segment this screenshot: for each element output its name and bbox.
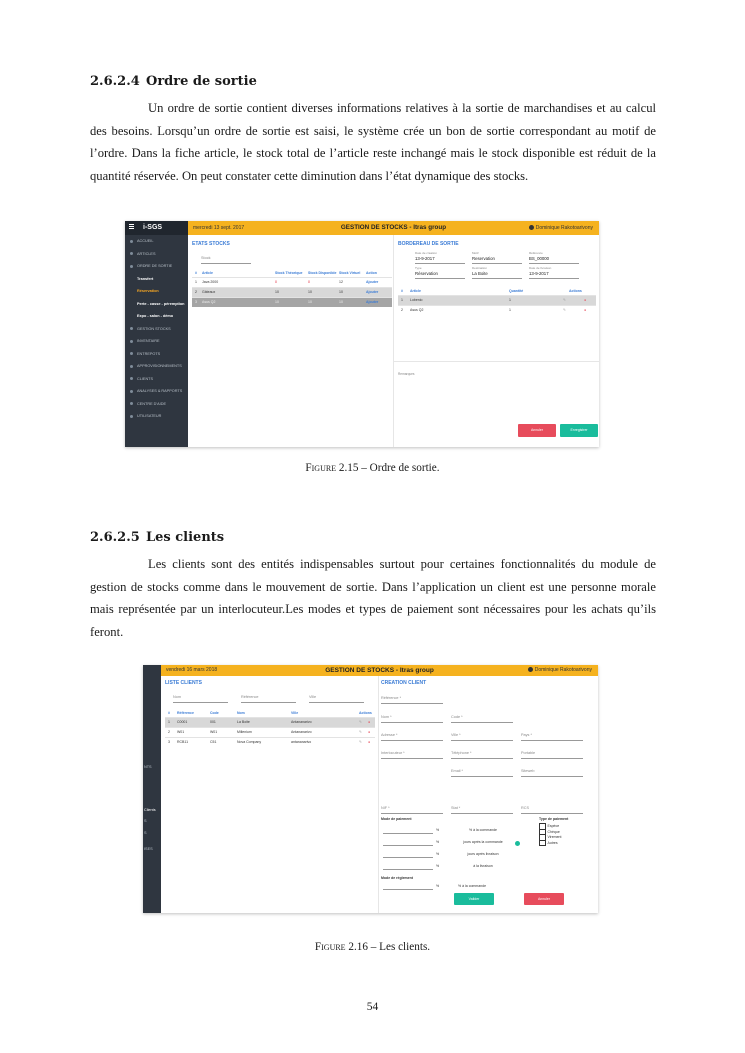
delete-icon[interactable]: ● bbox=[368, 740, 371, 744]
table-row[interactable] bbox=[165, 737, 375, 747]
column-header: Action bbox=[366, 271, 377, 275]
save-button[interactable]: Enregistrer bbox=[560, 424, 598, 437]
table-cell: 10 bbox=[308, 300, 312, 304]
field-label: Nom * bbox=[381, 715, 392, 719]
remarque-label: Remarques bbox=[398, 372, 415, 376]
sidebar-item-label: Expo - salon - démo bbox=[137, 314, 174, 318]
reglement-input[interactable] bbox=[383, 889, 433, 890]
clients-table bbox=[165, 709, 375, 747]
client-field[interactable] bbox=[381, 751, 443, 759]
column-header: # bbox=[195, 271, 197, 275]
client-field[interactable] bbox=[521, 806, 583, 814]
table-cell: 10 bbox=[339, 300, 343, 304]
payment-percent: % bbox=[436, 864, 440, 868]
table-cell: Nova Company bbox=[237, 740, 262, 744]
client-field[interactable] bbox=[451, 751, 513, 759]
table-header bbox=[192, 269, 392, 277]
sidebar-item-label: NTS bbox=[144, 765, 152, 769]
section-heading-ordre-de-sortie bbox=[90, 74, 257, 89]
table-cell: 8 bbox=[308, 280, 310, 284]
nav-bullet-icon bbox=[130, 352, 133, 355]
sidebar-item[interactable] bbox=[125, 273, 188, 286]
table-cell: 2 bbox=[168, 730, 170, 734]
filter-reference-input[interactable]: Référence bbox=[241, 695, 296, 703]
column-header: Référence bbox=[177, 711, 194, 715]
delete-icon[interactable]: ● bbox=[584, 298, 587, 302]
table-cell: RCB11 bbox=[177, 740, 189, 744]
column-header: Stock Théorique bbox=[275, 271, 303, 275]
user-menu[interactable]: Dominique Rakotoarivony bbox=[529, 221, 593, 235]
table-row[interactable] bbox=[165, 717, 375, 727]
field-label: Email * bbox=[451, 769, 464, 773]
table-cell: Antananarivo bbox=[291, 720, 312, 724]
sidebar-item[interactable] bbox=[125, 235, 188, 248]
edit-icon[interactable]: ✎ bbox=[359, 740, 362, 744]
sidebar bbox=[125, 221, 188, 447]
table-cell: antananarivo bbox=[291, 740, 312, 744]
column-header: Actions bbox=[359, 711, 372, 715]
field-label: Téléphone * bbox=[451, 751, 472, 755]
sidebar-item-label: Perte - casse - péremption bbox=[137, 301, 185, 306]
destination-field[interactable]: Destination La Boite bbox=[472, 271, 522, 279]
app-logo: i-SGS bbox=[125, 221, 188, 235]
table-cell: 2 bbox=[195, 290, 197, 294]
payment-row-label: % à la commande bbox=[468, 828, 497, 832]
sidebar-item[interactable] bbox=[125, 373, 188, 386]
motif-field[interactable]: Motif Reservation bbox=[472, 256, 522, 264]
reference-field[interactable]: Référence BS_00000 bbox=[529, 256, 579, 264]
delete-icon[interactable]: ● bbox=[368, 730, 371, 734]
nav-bullet-icon bbox=[130, 377, 133, 380]
table-cell: Gâteaux bbox=[202, 290, 216, 294]
client-field[interactable] bbox=[451, 806, 513, 814]
right-panel-title: BORDEREAU DE SORTIE bbox=[398, 241, 459, 247]
nav-bullet-icon bbox=[130, 265, 133, 268]
edit-icon[interactable]: ✎ bbox=[359, 720, 362, 724]
sidebar-item[interactable] bbox=[125, 285, 188, 298]
validate-button[interactable]: Valider bbox=[454, 893, 494, 905]
table-cell: 001 bbox=[210, 720, 216, 724]
table-cell: 1 bbox=[195, 280, 197, 284]
table-cell: 10 bbox=[308, 290, 312, 294]
table-cell: 2 bbox=[401, 308, 403, 312]
list-clients-title: LISTE CLIENTS bbox=[165, 680, 202, 686]
sidebar-item-label: ARTICLES bbox=[137, 251, 156, 256]
sidebar-item-label: Transfert bbox=[137, 276, 154, 281]
table-cell: 8 bbox=[275, 280, 277, 284]
field-label: Stat * bbox=[451, 806, 461, 810]
table-row[interactable] bbox=[165, 727, 375, 737]
client-field[interactable] bbox=[381, 696, 443, 704]
panel-divider bbox=[378, 676, 379, 913]
reglement-percent: % bbox=[436, 884, 440, 888]
table-cell: 10 bbox=[275, 290, 279, 294]
table-cell: 3 bbox=[168, 740, 170, 744]
table-cell: 1 bbox=[509, 298, 511, 302]
remarque-divider bbox=[394, 361, 599, 362]
delete-icon[interactable]: ● bbox=[368, 720, 371, 724]
reglement-mode-title: Mode de règlement bbox=[381, 876, 413, 880]
field-label: Adresse * bbox=[381, 733, 398, 737]
field-label: NIF * bbox=[381, 806, 390, 810]
checkbox-label: Espèce bbox=[547, 824, 560, 829]
edit-icon[interactable]: ✎ bbox=[563, 298, 566, 302]
payment-row-label: jours après livraison bbox=[467, 852, 499, 856]
table-cell: 1 bbox=[401, 298, 403, 302]
table-cell: 1 bbox=[168, 720, 170, 724]
column-header: # bbox=[168, 711, 170, 715]
nav-bullet-icon bbox=[130, 365, 133, 368]
client-field[interactable] bbox=[521, 733, 583, 741]
table-row[interactable] bbox=[192, 297, 392, 307]
add-link[interactable]: Ajouter bbox=[366, 290, 379, 294]
column-header: Stock Virtuel bbox=[339, 271, 361, 275]
top-bar bbox=[188, 221, 599, 235]
sidebar-item[interactable] bbox=[144, 819, 147, 823]
toggle-icon[interactable] bbox=[515, 841, 520, 846]
nav-bullet-icon bbox=[130, 340, 133, 343]
table-cell: 1 bbox=[509, 308, 511, 312]
sidebar-item-label: APPROVISIONNEMENTS bbox=[137, 364, 182, 368]
date-label: vendredi 16 mars 2018 bbox=[166, 667, 218, 673]
table-cell: 12 bbox=[339, 280, 343, 284]
panel-divider bbox=[393, 235, 394, 447]
client-field[interactable] bbox=[381, 715, 443, 723]
sidebar-item-label: UTILISATEUR bbox=[137, 414, 162, 418]
section-heading-les-clients bbox=[90, 530, 224, 545]
sidebar-item[interactable] bbox=[125, 398, 188, 411]
client-field[interactable] bbox=[451, 733, 513, 741]
figure-ordre-de-sortie-screenshot bbox=[125, 221, 599, 447]
figure-caption-2-15: Figure 2.15 – Ordre de sortie. bbox=[305, 462, 440, 474]
field-label: Référence * bbox=[381, 696, 402, 700]
table-cell: Antananarivo bbox=[291, 730, 312, 734]
checkbox-label: Virement bbox=[547, 835, 562, 840]
sidebar-item-label: CLIENTS bbox=[137, 376, 154, 381]
edit-icon[interactable]: ✎ bbox=[359, 730, 362, 734]
sidebar-item[interactable] bbox=[125, 310, 188, 323]
paragraph-text: Un ordre de sortie contient diverses informations relatives à la sortie de marchandises et au calcul des besoins. Lorsqu’un ordre de sortie est saisi, le système crée un bon de sortie correspondant au motif de l’ordre. Dans la fiche article, le stock total de l’article reste inchangé mais le stock disponible est réduit de la quantité réservée. On peut constater cette diminution dans l’état dynamique des stocks. bbox=[90, 101, 656, 183]
avatar-icon bbox=[529, 225, 534, 230]
nav-bullet-icon bbox=[130, 252, 133, 255]
paragraph-les-clients bbox=[90, 553, 656, 643]
payment-mode-title: Mode de paiement bbox=[381, 817, 412, 821]
table-cell: La Boite bbox=[237, 720, 250, 724]
payment-row-label: jours après la commande bbox=[463, 840, 503, 844]
paragraph-ordre-de-sortie bbox=[90, 97, 656, 187]
column-header: Nom bbox=[237, 711, 245, 715]
payment-input[interactable] bbox=[383, 869, 433, 870]
table-row[interactable] bbox=[192, 287, 392, 297]
table-header bbox=[165, 709, 375, 717]
sidebar-item[interactable] bbox=[125, 323, 188, 336]
field-label: Portable bbox=[521, 751, 536, 755]
menu-icon bbox=[129, 224, 134, 225]
table-cell: 10 bbox=[339, 290, 343, 294]
table-cell: C51 bbox=[210, 740, 217, 744]
table-cell: 3 bbox=[195, 300, 197, 304]
sidebar-item-label: ENTREPOTS bbox=[137, 351, 161, 356]
checkbox-label: Autres bbox=[547, 840, 558, 845]
paragraph-text: Les clients sont des entités indispensables surtout pour certaines fonctionnalités du module de gestion de stocks comme dans le mouvement de sortie. Dans l’application un client est une personne morale mais représentée par un interlocuteur.Les modes et types de paiement sont nécessaires pour les achats qu’ils feront. bbox=[90, 557, 656, 639]
cancel-button[interactable]: Annuler bbox=[524, 893, 564, 905]
sidebar-item[interactable] bbox=[144, 808, 156, 812]
client-field[interactable] bbox=[451, 715, 513, 723]
bordereau-table bbox=[398, 287, 596, 315]
column-header: Code bbox=[210, 711, 219, 715]
field-label: Interlocuteur * bbox=[381, 751, 405, 755]
sidebar-item[interactable] bbox=[144, 831, 147, 835]
payment-input[interactable] bbox=[383, 833, 433, 834]
sidebar-item[interactable] bbox=[125, 360, 188, 373]
client-field[interactable] bbox=[381, 733, 443, 741]
user-menu[interactable]: Dominique Rakotoarivony bbox=[528, 665, 592, 676]
sidebar-item-label: INVENTAIRE bbox=[137, 339, 160, 343]
column-header: Article bbox=[410, 289, 421, 293]
cancel-button[interactable]: Annuler bbox=[518, 424, 556, 437]
sidebar-item[interactable] bbox=[125, 410, 188, 423]
table-cell: C0001 bbox=[177, 720, 188, 724]
table-header bbox=[398, 287, 596, 295]
add-link[interactable]: Ajouter bbox=[366, 280, 379, 284]
checkbox-label: Chèque bbox=[547, 829, 560, 834]
nav-bullet-icon bbox=[130, 240, 133, 243]
section-number: 2.6.2.5 bbox=[90, 530, 140, 545]
payment-input[interactable] bbox=[383, 857, 433, 858]
edit-icon[interactable]: ✎ bbox=[563, 308, 566, 312]
field-label: RCS bbox=[521, 806, 530, 810]
table-row bbox=[398, 305, 596, 315]
page-number: 54 bbox=[366, 1001, 379, 1013]
sidebar-item[interactable] bbox=[144, 847, 153, 851]
column-header: Actions bbox=[569, 289, 582, 293]
table-row bbox=[398, 295, 596, 305]
left-panel-title: ETATS STOCKS bbox=[192, 241, 230, 247]
table-cell: W01 bbox=[210, 730, 218, 734]
avatar-icon bbox=[528, 667, 533, 672]
field-label: Code * bbox=[451, 715, 463, 719]
stock-search-input[interactable]: Stock bbox=[201, 256, 251, 264]
filter-nom-input[interactable]: Nom bbox=[173, 695, 228, 703]
date-creation-field[interactable]: Date de création 13-9-2017 bbox=[415, 256, 465, 264]
field-label: Ville * bbox=[451, 733, 461, 737]
payment-percent: % bbox=[436, 852, 440, 856]
sidebar-item[interactable] bbox=[125, 335, 188, 348]
sidebar-item-label: ANALYSES & RAPPORTS bbox=[137, 389, 183, 393]
nav-bullet-icon bbox=[130, 390, 133, 393]
client-field[interactable] bbox=[451, 769, 513, 777]
table-cell: Asus Q2 bbox=[410, 308, 424, 312]
section-title: Les clients bbox=[146, 530, 225, 545]
sidebar-item[interactable] bbox=[125, 298, 188, 311]
sidebar-item[interactable] bbox=[144, 765, 152, 769]
app-title: GESTION DE STOCKS - Itras group bbox=[340, 224, 447, 231]
section-number: 2.6.2.4 bbox=[90, 74, 140, 89]
section-title: Ordre de sortie bbox=[146, 74, 257, 89]
sidebar-item-label: ORDRE DE SORTIE bbox=[137, 264, 173, 268]
table-cell: Asus Q2 bbox=[202, 300, 216, 304]
sidebar-item-label: CENTRE D'AIDE bbox=[137, 401, 166, 406]
column-header: Ville bbox=[291, 711, 299, 715]
payment-row-label: à la livraison bbox=[473, 864, 493, 868]
reglement-row-label: % à la commande bbox=[458, 884, 487, 888]
sidebar-item-label: ISES bbox=[144, 847, 153, 851]
column-header: Quantité bbox=[509, 289, 524, 293]
table-cell: 10 bbox=[275, 300, 279, 304]
payment-type-title: Type de paiement bbox=[539, 817, 569, 821]
client-field[interactable] bbox=[381, 806, 443, 814]
table-cell: W01 bbox=[177, 730, 185, 734]
client-field[interactable] bbox=[521, 751, 583, 759]
column-header: Article bbox=[202, 271, 213, 275]
filter-ville-input[interactable]: Ville bbox=[309, 695, 364, 703]
date-label: mercredi 13 sept. 2017 bbox=[193, 225, 245, 231]
sidebar-item-label: Réservation bbox=[137, 289, 159, 293]
add-link[interactable]: Ajouter bbox=[366, 300, 379, 304]
sidebar-item[interactable] bbox=[125, 248, 188, 261]
client-field[interactable] bbox=[521, 769, 583, 777]
column-header: # bbox=[401, 289, 403, 293]
stock-table bbox=[192, 269, 392, 307]
nav-bullet-icon bbox=[130, 415, 133, 418]
payment-type-option[interactable] bbox=[539, 840, 558, 847]
payment-input[interactable] bbox=[383, 845, 433, 846]
field-label: Siteweb bbox=[521, 769, 535, 773]
table-cell: Lobenio bbox=[410, 298, 423, 302]
sidebar bbox=[143, 665, 161, 913]
sidebar-item-label: ACCUEIL bbox=[137, 239, 154, 243]
date-livraison-field[interactable]: Date de livraison 13-9-2017 bbox=[529, 271, 579, 279]
creation-client-title: CREATION CLIENT bbox=[381, 680, 427, 686]
type-field[interactable]: Type Réservation bbox=[415, 271, 465, 279]
column-header: Stock Disponible bbox=[308, 271, 337, 275]
sidebar-item[interactable] bbox=[125, 260, 188, 273]
checkbox[interactable] bbox=[539, 840, 546, 847]
payment-percent: % bbox=[436, 840, 440, 844]
table-row[interactable] bbox=[192, 277, 392, 287]
app-title: GESTION DE STOCKS - Itras group bbox=[325, 667, 434, 674]
sidebar-item-label: S bbox=[144, 819, 147, 823]
delete-icon[interactable]: ● bbox=[584, 308, 587, 312]
sidebar-item-label: GESTION STOCKS bbox=[137, 326, 171, 331]
top-bar bbox=[161, 665, 598, 676]
nav-bullet-icon bbox=[130, 402, 133, 405]
figure-clients-screenshot bbox=[143, 665, 598, 913]
table-cell: Millenium bbox=[237, 730, 252, 734]
nav-bullet-icon bbox=[130, 327, 133, 330]
sidebar-item-label: Clients bbox=[144, 808, 156, 812]
sidebar-item-label: S bbox=[144, 831, 147, 835]
sidebar-item[interactable] bbox=[125, 348, 188, 361]
field-label: Pays * bbox=[521, 733, 532, 737]
figure-caption-2-16: Figure 2.16 – Les clients. bbox=[314, 941, 431, 953]
table-cell: Java 2000 bbox=[202, 280, 219, 284]
sidebar-item[interactable] bbox=[125, 385, 188, 398]
payment-percent: % bbox=[436, 828, 440, 832]
